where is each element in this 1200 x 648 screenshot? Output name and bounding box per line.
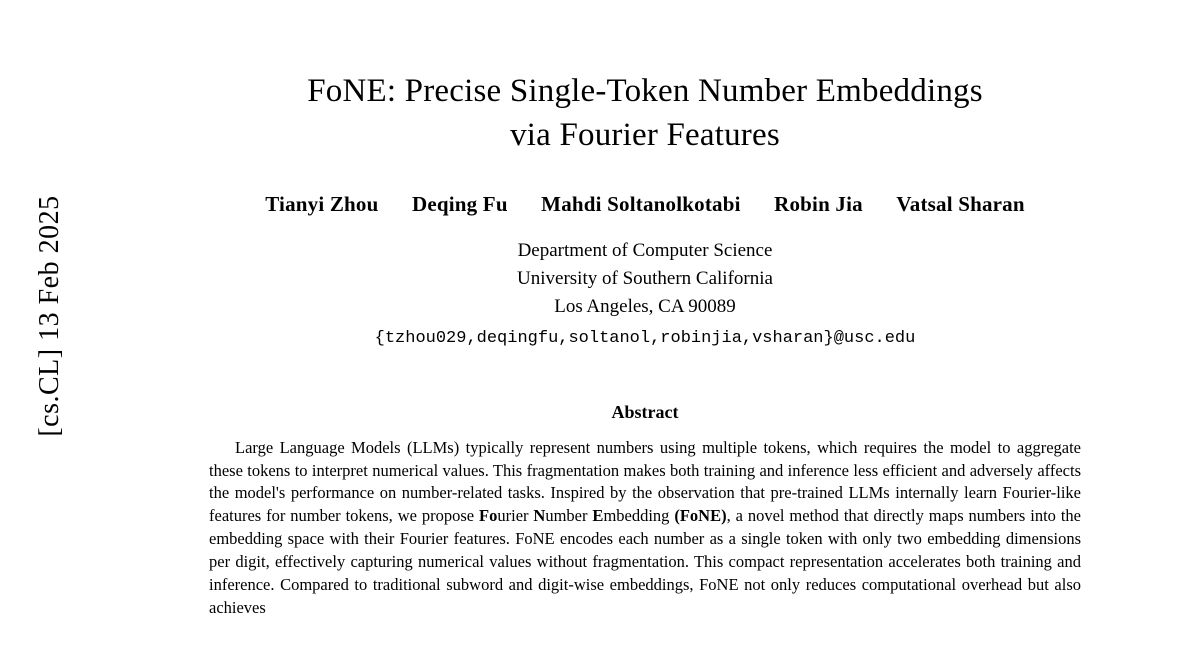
contact-email [205,323,1085,352]
author: Mahdi Soltanolkotabi [541,191,741,216]
page-title [205,70,1085,158]
abstract-text-4: mbedding [603,506,675,526]
title-line-2: via Fourier Features [510,116,780,153]
title-line-1: FoNE: Precise Single-Token Number Embeddings [307,73,983,109]
abstract-bold-2: N [533,506,546,526]
paper-body [205,0,1085,620]
abstract-text-2: urier [497,506,534,526]
arxiv-stamp [0,0,90,648]
author: Vatsal Sharan [896,191,1025,216]
abstract-text-5: , a novel method that directly maps numbers into the embedding space with their Fourier features. FoNE encodes each number as a single token with only two embedding dimensions per digit, effectively capturing numerical values without fragmentation. This compact representation accelerates both training and inference. Compared to traditional subword and digit-wise embeddings, FoNE not only reduces computational overhead but also achieves [209,506,1082,618]
author: Tianyi Zhou [265,191,379,216]
author: Deqing Fu [411,191,508,216]
abstract-body [209,437,1081,620]
abstract-text-3: umber [545,506,593,526]
email-text: {tzhou029,deqingfu,soltanol,robinjia,vsharan}@usc.edu [374,329,916,349]
author: Robin Jia [774,191,863,216]
abstract-text-1: Large Language Models (LLMs) typically represent numbers using multiple tokens, which requires the model to aggregate these tokens to interpret numerical values. This fragmentation makes both training and inference less efficient and adversely affects the model's performance on number-related tasks. Inspired by the observation that pre-trained LLMs internally learn Fourier-like features for number tokens, we propose [209,437,1081,526]
paper-page [90,0,1200,648]
abstract-paragraph [209,437,1081,620]
abstract-bold-4: (FoNE) [674,506,727,526]
affiliation-block [205,237,1085,321]
author-list [205,192,1085,217]
affiliation-line: University of Southern California [517,267,773,289]
affiliation-line: Los Angeles, CA 90089 [554,295,736,317]
abstract-bold-3: E [592,506,604,526]
arxiv-stamp-text: [cs.CL] 13 Feb 2025 [34,195,65,437]
abstract-heading: Abstract [611,401,679,422]
abstract-bold-1: Fo [479,506,498,526]
affiliation-line: Department of Computer Science [517,239,773,261]
